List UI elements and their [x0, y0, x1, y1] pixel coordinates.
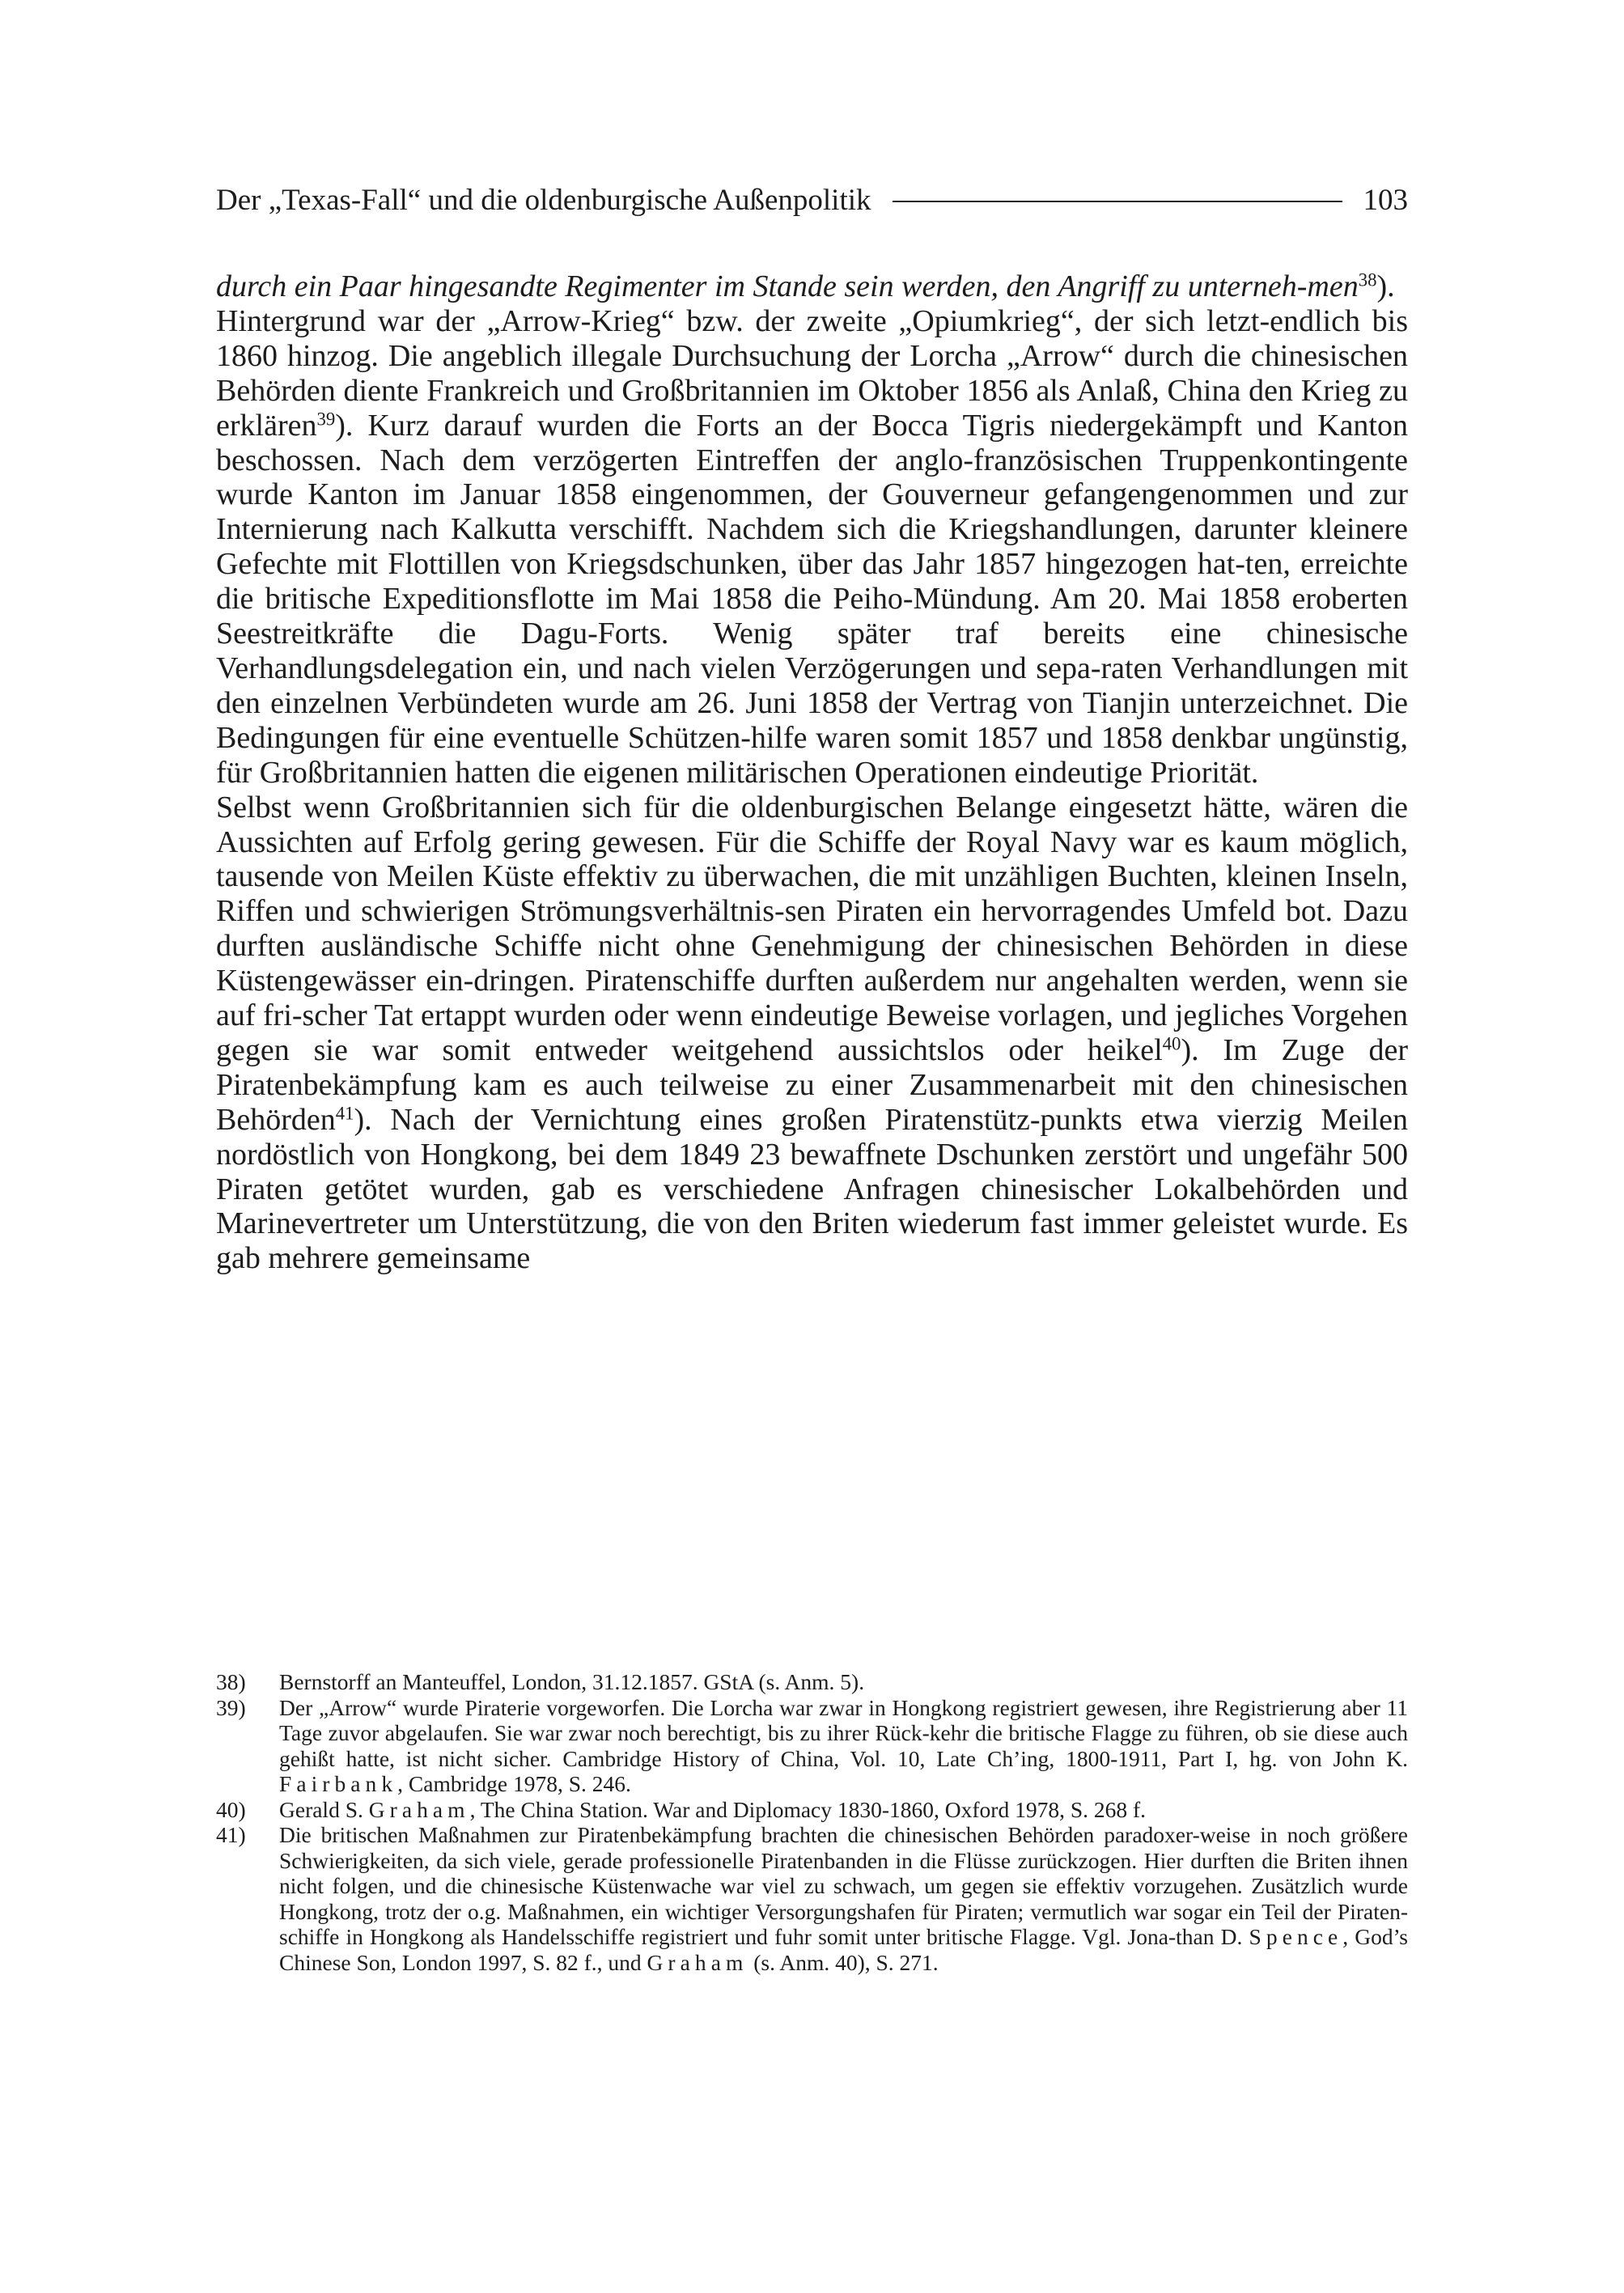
main-text: [216, 269, 1408, 1276]
footnote-text-b: , God’s Chinese Son, London 1997, S. 82 f., und: [279, 1924, 1409, 1975]
paragraph-2: [216, 790, 1408, 1277]
running-title: Der „Texas-Fall“ und die oldenburgische Außenpolitik: [216, 183, 871, 217]
paragraph-1-text-b: ). Kurz darauf wurden die Forts an der Bocca Tigris niedergekämpft und Kanton beschossen. Nach dem verzögerten Eintreffen der anglo-französischen Truppenkontingente wurde Kanton im Januar 1858 eingenommen, der Gouverneur gefangengenommen und zur Internierung nach Kalkutta verschifft. Nachdem sich die Kriegshandlungen, darunter kleinere Gefechte mit Flottillen von Kriegsdschunken, über das Jahr 1857 hingezogen hat-ten, erreichte die britische Expeditionsflotte im Mai 1858 die Peiho-Mündung. Am 20. Mai 1858 eroberten Seestreitkräfte die Dagu-Forts. Wenig später traf bereits eine chinesische Verhandlungsdelegation ein, und nach vielen Verzögerungen und sepa-raten Verhandlungen mit den einzelnen Verbündeten wurde am 26. Juni 1858 der Vertrag von Tianjin unterzeichnet. Die Bedingungen für eine eventuelle Schützen-hilfe waren somit 1857 und 1858 denkbar ungünstig, für Großbritannien hatten die eigenen militärischen Operationen eindeutige Priorität.: [216, 408, 1408, 790]
footnote-text: [279, 1797, 1408, 1823]
footnote-ref-40[interactable]: 40: [1162, 1033, 1181, 1054]
footnote-text-a: Der „Arrow“ wurde Piraterie vorgeworfen. Die Lorcha war zwar in Hongkong registriert gewesen, ihre Registrierung aber 11 Tage zuvor abgelaufen. Sie war zwar noch berechtigt, bis zu ihrer Rück-kehr die britische Flagge zu führen, ob sie diese auch gehißt hatte, ist nicht sicher. Cambridge History of China, Vol. 10, Late Ch’ing, 1800-1911, Part I, hg. von John K.: [279, 1694, 1408, 1771]
footnote-ref-41[interactable]: 41: [335, 1103, 354, 1124]
footnote-text-b: , Cambridge 1978, S. 246.: [397, 1771, 631, 1796]
footnote-40: [216, 1797, 1408, 1823]
footnote-text: [279, 1822, 1408, 1975]
author-name: Fairbank: [279, 1771, 398, 1796]
footnote-number: 38): [216, 1669, 246, 1694]
paragraph-2-text-a: Selbst wenn Großbritannien sich für die oldenburgischen Belange eingesetzt hätte, wären die Aussichten auf Erfolg gering gewesen. Für die Schiffe der Royal Navy war es kaum möglich, tausende von Meilen Küste effektiv zu überwachen, die mit unzähligen Buchten, kleinen Inseln, Riffen und schwierigen Strömungsverhältnis-sen Piraten ein hervorragendes Umfeld bot. Dazu durften ausländische Schiffe nicht ohne Genehmigung der chinesischen Behörden in diese Küstengewässer ein-dringen. Piratenschiffe durften außerdem nur angehalten werden, wenn sie auf fri-scher Tat ertappt wurden oder wenn eindeutige Beweise vorlagen, und jegliches Vorgehen gegen sie war somit entweder weitgehend aussichtslos oder heikel: [216, 790, 1408, 1067]
header-rule: [893, 201, 1342, 202]
author-name: Graham: [647, 1949, 748, 1975]
footnote-text: Bernstorff an Manteuffel, London, 31.12.1857. GStA (s. Anm. 5).: [279, 1669, 865, 1694]
footnote-text-a: Gerald S.: [279, 1796, 369, 1822]
footnote-text-b: , The China Station. War and Diplomacy 1830-1860, Oxford 1978, S. 268 f.: [469, 1796, 1147, 1822]
footnote-number: 39): [216, 1694, 246, 1720]
footnote-41: [216, 1822, 1408, 1975]
quote-paragraph: [216, 269, 1408, 304]
block-quote: durch ein Paar hingesandte Regimenter im Stande sein werden, den Angriff zu unterneh-men: [216, 269, 1359, 303]
page-number: 103: [1363, 183, 1408, 217]
quote-close: ).: [1376, 269, 1395, 303]
footnote-ref-38[interactable]: 38: [1358, 269, 1377, 290]
footnote-ref-39[interactable]: 39: [316, 409, 336, 430]
footnote-text-a: Die britischen Maßnahmen zur Piratenbekämpfung brachten die chinesischen Behörden paradoxer-weise in noch größere Schwierigkeiten, da sich viele, gerade professionelle Piratenbanden in die Flüsse zurückzogen. Hier durften die Briten ihnen nicht folgen, und die chinesische Küstenwache war viel zu schwach, um gegen sie effektiv vorzugehen. Zusätzlich wurde Hongkong, trotz der o.g. Maßnahmen, ein wichtiger Versorgungshafen für Piraten; vermutlich war sogar ein Teil der Piraten-schiffe in Hongkong als Handelsschiffe registriert und fuhr somit unter britische Flagge. Vgl. Jona-than D.: [279, 1822, 1408, 1949]
author-name: Graham: [368, 1796, 470, 1822]
author-name: Spence: [1249, 1924, 1343, 1949]
footnote-39: [216, 1695, 1408, 1797]
footnote-number: 41): [216, 1822, 246, 1847]
paragraph-2-text-b: ). Im Zuge der Piratenbekämpfung kam es auch teilweise zu einer Zusammenarbeit mit den chinesischen Behörden: [216, 1032, 1409, 1137]
footnote-text: [279, 1695, 1408, 1797]
footnotes: [216, 1669, 1408, 1975]
paragraph-2-text-c: ). Nach der Vernichtung eines großen Piratenstütz-punkts etwa vierzig Meilen nordöstlich von Hongkong, bei dem 1849 23 bewaffnete Dschunken zerstört und ungefähr 500 Piraten getötet wurden, gab es verschiedene Anfragen chinesischer Lokalbehörden und Marinevertreter um Unterstützung, die von den Briten wiederum fast immer geleistet wurde. Es gab mehrere gemeinsame: [216, 1102, 1408, 1276]
footnote-38: [216, 1669, 1408, 1695]
footnote-text-c: (s. Anm. 40), S. 271.: [748, 1949, 939, 1975]
paragraph-1: [216, 304, 1408, 790]
paragraph-1-text-a: Hintergrund war der „Arrow-Krieg“ bzw. der zweite „Opiumkrieg“, der sich letzt-endlich bis 1860 hinzog. Die angeblich illegale Durchsuchung der Lorcha „Arrow“ durch die chinesischen Behörden diente Frankreich und Großbritannien im Oktober 1856 als Anlaß, China den Krieg zu erklären: [216, 303, 1408, 443]
running-header: [216, 180, 1408, 220]
footnote-number: 40): [216, 1796, 246, 1822]
